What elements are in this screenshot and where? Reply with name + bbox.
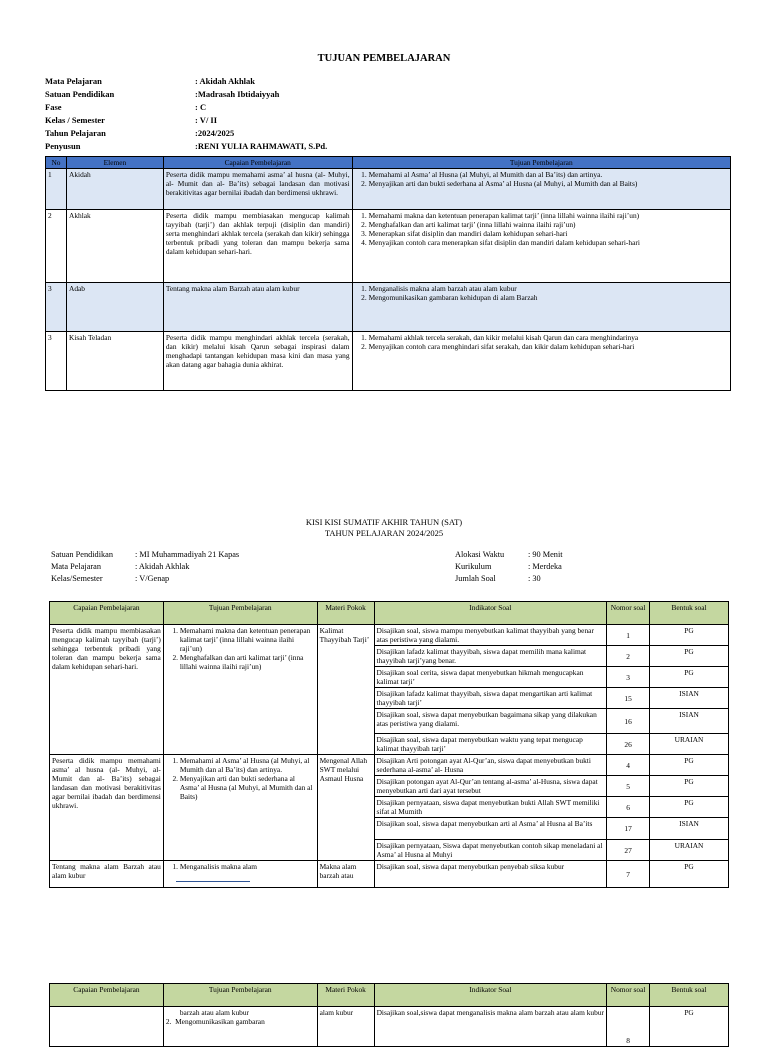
row-tp [352,210,730,283]
meta-value: : Akidah Akhlak [135,562,190,571]
indikator-cell: Disajikan soal, siswa mampu menyebutkan kalimat thayyibah yang benar atas peristiwa yang dialami. [374,625,607,646]
row-cp: Peserta didik mampu memahami asma’ al husna (al- Muhyi, al- Mumit dan al- Ba’its) sebagai landasan dan motivasi berakitivitas agar bernilai ibadah dan berdimensi ukhrawi. [163,169,352,210]
nomor-cell: 7 [607,861,650,888]
blue-underline [176,881,250,882]
header-bentuk: Bentuk soal [650,602,729,625]
kisi-title: KISI KISI SUMATIF AKHIR TAHUN (SAT) [305,517,463,527]
nomor-cell: 6 [607,797,650,818]
meta-value: : V/Genap [135,574,170,583]
meta-label: Kurikulum [455,562,492,571]
list-item: 2. Menyajikan contoh cara menghindari sifat serakah, dan kikir dalam kehidupan sehari-hari [369,342,728,351]
bentuk-cell: PG [650,797,729,818]
header-cp: Capaian Pembelajaran [50,984,164,1007]
indikator-cell: Disajikan soal, siswa dapat menyebutkan bagaimana sikap yang dilakukan atas peristiwa yang dialami. [374,709,607,734]
header-nomor: Nomor soal [607,602,650,625]
meta-label: Mata Pelajaran [45,76,102,86]
list-item: 4. Menyajikan contoh cara menerapkan sifat disiplin dan mandiri dalam kehidupan sehari-hari [369,238,728,247]
bentuk-cell: PG [650,667,729,688]
meta-row [51,550,239,560]
nomor-cell: 15 [607,688,650,709]
materi-cell: Makna alam barzah atau [317,861,374,888]
meta-label: Alokasi Waktu [455,550,505,559]
nomor-cell: 17 [607,818,650,840]
meta-value: : Akidah Akhlak [195,76,256,86]
list-item: 1. Memahami makna dan ketentuan penerapan kalimat tarji’ (inna lillahi wainna ilaihi raji’un) [180,626,315,653]
cp-cell: Peserta didik mampu membiasakan mengucap kalimah tayyibah (tarji’) sehingga terbentuk pribadi yang toleran dan mampu bekerja sama dalam kehidupan sehari-hari. [50,625,164,755]
list-item: 1. Memahami al Asma’ al Husna (al Muhyi, al Mumith dan al Ba’its) dan artinya. [180,756,315,774]
row-cp: Peserta didik mampu menghindari akhlak tercela (serakah, dan kikir) melalui kisah Qarun sebagai inspirasi dalam menghadapi tantangan kehidupan masa kini dan masa yang akan datang agar bahagia dunia akhirat. [163,332,352,391]
row-cp: Tentang makna alam Barzah atau alam kubur [163,283,352,332]
tp-list [166,756,315,801]
kisi-meta-left [49,548,241,586]
bentuk-cell: PG [650,861,729,888]
meta-value: : MI Muhammadiyah 21 Kapas [135,550,240,559]
header-indikator: Indikator Soal [374,602,607,625]
indikator-cell: Disajikan pernyataan, siswa dapat menyebutkan bukti Allah SWT memiliki sifat al Mumith [374,797,607,818]
meta-label: Jumlah Soal [455,574,496,583]
row-elemen: Akidah [66,169,163,210]
nomor-cell: 4 [607,755,650,776]
tp-list [355,170,728,188]
row-elemen: Kisah Teladan [66,332,163,391]
meta-value: :Madrasah Ibtidaiyyah [195,89,280,99]
cp-cell: Peserta didik mampu memahami asma’ al husna (al- Muhyi, al- Mumit dan al- Ba’its) sebagai landasan dan motivasi berakitivitas agar bernilai ibadah dan berdimensi ukhrawi. [50,755,164,861]
indikator-cell: Disajikan Arti potongan ayat Al-Qur’an, siswa dapat menyebutkan bukti sederhana al-asma’ al- Husna [374,755,607,776]
header-no: No [46,157,67,169]
bentuk-cell: URAIAN [650,840,729,861]
header-tp: Tujuan Pembelajaran [352,157,730,169]
row-no: 3 [46,283,67,332]
table-row [46,169,731,210]
header-cp: Capaian Pembelajaran [163,157,352,169]
table-row [46,210,731,283]
kisi-subtitle: TAHUN PELAJARAN 2024/2025 [324,528,444,538]
meta-label: Mata Pelajaran [51,562,101,571]
row-no: 3 [46,332,67,391]
indikator-cell: Disajikan soal,siswa dapat menganalisis makna alam barzah atau alam kubur [374,1007,607,1047]
nomor-cell: 2 [607,646,650,667]
tp-list [166,626,315,671]
list-item: 2. Menghafalkan dan arti kalimat tarji’ (inna lillahi wainna ilaihi raji’un) [180,653,315,671]
list-item: 1. Menganalisis makna alam [180,862,315,871]
nomor-cell: 3 [607,667,650,688]
table-row [46,283,731,332]
header-indikator: Indikator Soal [374,984,607,1007]
row-tp [352,169,730,210]
list-item: 1. Memahami akhlak tercela serakah, dan kikir melalui kisah Qarun dan cara menghindarinya [369,333,728,342]
list-item: 2. Menyajikan arti dan bukti sederhana al Asma’ al Husna (al Muhyi, al Mumith dan al Baits) [369,179,728,188]
doc-meta [43,74,329,154]
tp-continued: barzah atau alam kubur [179,1008,249,1017]
bentuk-cell: URAIAN [650,734,729,755]
cp-cell: Tentang makna alam Barzah atau alam kubur [50,861,164,888]
meta-label: Satuan Pendidikan [45,89,115,99]
tp-cell [163,1007,317,1047]
materi-cell: alam kubur [317,1007,374,1047]
tp-list [355,333,728,351]
table-row [50,625,729,646]
header-tp: Tujuan Pembelajaran [163,984,317,1007]
meta-row [45,89,327,100]
meta-row [45,115,327,126]
nomor-cell: 1 [607,625,650,646]
list-item: 2. Menghafalkan dan arti kalimat tarji’ (inna lillahi wainna ilaihi raji’un) [369,220,728,229]
kisi-table [49,601,729,888]
nomor-cell: 16 [607,709,650,734]
row-elemen: Akhlak [66,210,163,283]
materi-cell: Kalimat Thayyibah Tarji’ [317,625,374,755]
meta-label: Penyusun [45,141,81,151]
meta-value: : C [195,102,207,112]
meta-row [45,76,327,87]
row-no: 2 [46,210,67,283]
table-row [50,861,729,888]
meta-row [45,141,327,152]
meta-row [45,102,327,113]
table-row [46,332,731,391]
indikator-cell: Disajikan soal cerita, siswa dapat menyebutkan hikmah mengucapkan kalimat tarji’ [374,667,607,688]
meta-row [455,550,563,560]
meta-label: Tahun Pelajaran [45,128,106,138]
nomor-cell: 26 [607,734,650,755]
meta-value: : V/ II [195,115,218,125]
row-tp [352,332,730,391]
nomor-cell: 5 [607,776,650,797]
doc-title: TUJUAN PEMBELAJARAN [317,53,451,64]
meta-row [455,562,563,572]
row-no: 1 [46,169,67,210]
tp-list [166,862,315,871]
table-row [50,755,729,776]
meta-value: :RENI YULIA RAHMAWATI, S.Pd. [195,141,328,151]
bentuk-cell: PG [650,776,729,797]
bentuk-cell: ISIAN [650,688,729,709]
bentuk-cell: PG [650,625,729,646]
list-item: 1. Memahami al Asma’ al Husna (al Muhyi, al Mumith dan al Ba’its) dan artinya. [369,170,728,179]
cp-cell [50,1007,164,1047]
tujuan-table [45,156,731,391]
row-elemen: Adab [66,283,163,332]
tp-list [355,284,728,302]
header-materi: Materi Pokok [317,984,374,1007]
tp-cell [163,861,317,888]
row-cp: Peserta didik mampu membiasakan mengucap kalimah tayyibah (tarji’) dan akhlak terpuji (disiplin dan mandiri) serta menghindari akhlak tercela (serakah dan kikir) sehingga terbentuk pribadi yang toleran dan mampu bekerja sama dalam kehidupan sehari-hari. [163,210,352,283]
header-nomor: Nomor soal [607,984,650,1007]
meta-label: Kelas / Semester [45,115,105,125]
indikator-cell: Disajikan soal, siswa dapat menyebutkan waktu yang tepat mengucap kalimat thayyibah tarji’ [374,734,607,755]
indikator-cell: Disajikan soal, siswa dapat menyebutkan penyebab siksa kubur [374,861,607,888]
kisi-table-continued [49,983,729,1047]
bentuk-cell: PG [650,646,729,667]
nomor-cell: 8 [607,1007,650,1047]
meta-label: Kelas/Semester [51,574,103,583]
kisi-meta-right [453,548,565,586]
meta-value: :2024/2025 [195,128,235,138]
header-elemen: Elemen [66,157,163,169]
meta-row [45,128,327,139]
list-item: 1. Menganalisis makna alam barzah atau alam kubur [369,284,728,293]
meta-label: Fase [45,102,62,112]
list-item: 2. Menyajikan arti dan bukti sederhana al Asma’ al Husna (al Muhyi, al Mumith dan al Baits) [180,774,315,801]
meta-row [51,574,239,584]
indikator-cell: Disajikan pernyataan, Siswa dapat menyebutkan contoh sikap meneladani al Asma’ al Husna al Muhyi [374,840,607,861]
meta-value: : 30 [528,574,541,583]
tp-item-2: 2. Mengomunikasikan gambaran [165,1017,265,1026]
list-item: 3. Menerapkan sifat disiplin dan mandiri dalam kehidupan sehari-hari [369,229,728,238]
indikator-cell: Disajikan soal, siswa dapat menyebutkan arti al Asma’ al Husna al Ba’its [374,818,607,840]
bentuk-cell: PG [650,755,729,776]
header-bentuk: Bentuk soal [650,984,729,1007]
bentuk-cell: ISIAN [650,709,729,734]
header-tp: Tujuan Pembelajaran [163,602,317,625]
bentuk-cell: ISIAN [650,818,729,840]
meta-label: Satuan Pendidikan [51,550,113,559]
list-item: 2. Mengomunikasikan gambaran kehidupan di alam Barzah [369,293,728,302]
indikator-cell: Disajikan lafadz kalimat thayyibah, siswa dapat memilih mana kalimat thayyibah tarji’yang benar. [374,646,607,667]
row-tp [352,283,730,332]
nomor-cell: 27 [607,840,650,861]
list-item: 1. Memahami makna dan ketentuan penerapan kalimat tarji’ (inna lillahi wainna ilaihi raji’un) [369,211,728,220]
meta-row [455,574,563,584]
indikator-cell: Disajikan potongan ayat Al-Qur’an tentang al-asma’ al-Husna, siswa dapat menyebutkan arti dari ayat tersebut [374,776,607,797]
header-cp: Capaian Pembelajaran [50,602,164,625]
meta-row [51,562,239,572]
tp-list [355,211,728,247]
tp-cell [163,755,317,861]
indikator-cell: Disajikan lafadz kalimat thayyibah, siswa dapat mengartikan arti kalimat thayyibah tarji’ [374,688,607,709]
materi-cell: Mengenal Allah SWT melalui Asmaul Husna [317,755,374,861]
bentuk-cell: PG [650,1007,729,1047]
meta-value: : 90 Menit [528,550,563,559]
header-materi: Materi Pokok [317,602,374,625]
tp-cell [163,625,317,755]
meta-value: : Merdeka [528,562,562,571]
